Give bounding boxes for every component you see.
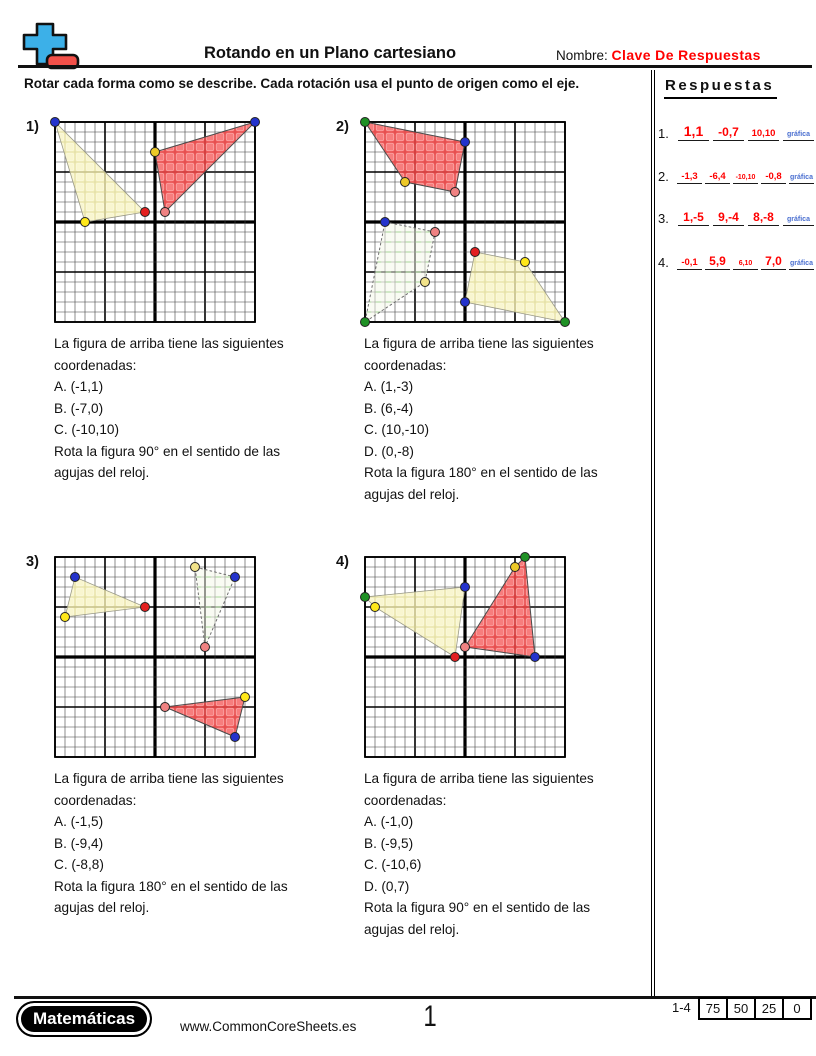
vertex-dot xyxy=(201,643,210,652)
problem-text-line: C. (-10,6) xyxy=(364,857,422,872)
problem-text-line: D. (0,7) xyxy=(364,878,410,894)
problem-text-line: C. (-8,8) xyxy=(54,857,104,872)
answer-value: -6,4 xyxy=(705,172,730,185)
vertex-dot xyxy=(191,563,200,572)
problem-text-line: Rota la figura 180° en el sentido de las xyxy=(364,465,598,480)
coordinate-grid-3 xyxy=(48,550,262,764)
answers-heading: Respuestas xyxy=(664,77,777,99)
vertex-dot xyxy=(141,603,150,612)
vertex-dot xyxy=(241,693,250,702)
answer-number: 4. xyxy=(658,255,669,270)
coordinate-grid-4 xyxy=(358,550,572,764)
page-number: 1 xyxy=(423,1000,437,1033)
vertex-dot xyxy=(361,593,370,602)
problem-text-line: agujas del reloj. xyxy=(54,465,150,480)
vertex-dot xyxy=(51,118,60,127)
problem-text-line: B. (-9,5) xyxy=(364,835,414,851)
problem-text-line: La figura de arriba tiene las siguientes xyxy=(364,771,594,786)
vertex-dot xyxy=(531,653,540,662)
answer-value: 10,10 xyxy=(748,129,779,142)
answer-value: -0,8 xyxy=(761,172,786,185)
answer-value: 8,-8 xyxy=(748,211,779,226)
score-box: 75 xyxy=(698,997,728,1020)
grafica-link[interactable]: gráfica xyxy=(783,131,814,141)
footer-rule xyxy=(14,996,816,999)
problem-text xyxy=(54,333,354,484)
problem-text-line: A. (-1,1) xyxy=(54,379,104,394)
problem-number: 1) xyxy=(26,119,39,135)
problem-text-line: B. (-7,0) xyxy=(54,400,104,416)
vertex-dot xyxy=(371,603,380,612)
problem-text-line: coordenadas: xyxy=(54,357,137,373)
vertex-dot xyxy=(141,208,150,217)
vertex-dot xyxy=(361,318,370,327)
vertex-dot xyxy=(461,583,470,592)
problem-text-line: A. (-1,5) xyxy=(54,814,104,829)
problem-text-line: agujas del reloj. xyxy=(54,900,150,915)
answer-value: 7,0 xyxy=(761,255,786,270)
vertex-dot xyxy=(151,148,160,157)
vertex-dot xyxy=(461,643,470,652)
problem-number: 3) xyxy=(26,554,39,570)
problem-text-line: C. (10,-10) xyxy=(364,422,429,437)
coordinate-grid-2 xyxy=(358,115,572,329)
answer-value: -10,10 xyxy=(733,174,758,184)
answer-value: 1,-5 xyxy=(678,211,709,226)
answer-number: 2. xyxy=(658,169,669,184)
problem-text-line: Rota la figura 180° en el sentido de las xyxy=(54,878,288,894)
score-range-label: 1-4 xyxy=(672,1000,691,1015)
intermediate-figure xyxy=(365,222,435,322)
answer-number: 3. xyxy=(658,211,669,226)
problem-text-line: B. (6,-4) xyxy=(364,400,414,416)
problem-text xyxy=(364,768,664,940)
page-title: Rotando en un Plano cartesiano xyxy=(203,44,457,62)
coordinate-grid-1 xyxy=(48,115,262,329)
header-rule xyxy=(18,65,812,68)
vertex-dot xyxy=(471,248,480,257)
answer-value: 1,1 xyxy=(678,124,709,141)
answer-row-4 xyxy=(658,255,812,270)
vertex-dot xyxy=(381,218,390,227)
problem-number: 2) xyxy=(336,119,349,135)
problem-text xyxy=(54,768,354,919)
answer-row-2 xyxy=(658,169,812,184)
vertex-dot xyxy=(521,553,530,562)
instruction-text: Rotar cada forma como se describe. Cada rotación usa el punto de origen como el eje. xyxy=(24,76,580,91)
problem-text-line: agujas del reloj. xyxy=(364,921,460,937)
answer-value: -0,1 xyxy=(677,258,702,271)
grafica-link[interactable]: gráfica xyxy=(789,260,814,270)
grafica-link[interactable]: gráfica xyxy=(789,174,814,184)
problem-text-line: coordenadas: xyxy=(364,357,447,373)
vertex-dot xyxy=(451,188,460,197)
vertex-dot xyxy=(431,228,440,237)
vertex-dot xyxy=(251,118,260,127)
vertex-dot xyxy=(161,703,170,712)
problem-text-line: La figura de arriba tiene las siguientes xyxy=(54,771,284,786)
problem-text xyxy=(364,333,664,505)
vertex-dot xyxy=(161,208,170,217)
vertex-dot xyxy=(231,733,240,742)
answer-row-1 xyxy=(658,124,812,141)
vertex-dot xyxy=(451,653,460,662)
score-box: 25 xyxy=(754,997,784,1020)
problem-text-line: coordenadas: xyxy=(364,792,447,808)
grafica-link[interactable]: gráfica xyxy=(783,216,814,226)
answer-value: -0,7 xyxy=(713,126,744,141)
answer-value: -1,3 xyxy=(677,172,702,185)
answer-value: 6,10 xyxy=(733,260,758,270)
answer-value: 9,-4 xyxy=(713,211,744,226)
problem-text-line: A. (1,-3) xyxy=(364,379,414,394)
vertex-dot xyxy=(461,298,470,307)
vertex-dot xyxy=(81,218,90,227)
vertex-dot xyxy=(511,563,520,572)
problem-text-line: La figura de arriba tiene las siguientes xyxy=(54,336,284,351)
problem-text-line: B. (-9,4) xyxy=(54,835,104,851)
vertex-dot xyxy=(401,178,410,187)
vertex-dot xyxy=(71,573,80,582)
score-boxes xyxy=(700,997,812,1020)
answer-key-label: Clave De Respuestas xyxy=(611,47,761,63)
problem-text-line: Rota la figura 90° en el sentido de las xyxy=(364,900,591,915)
problem-text-line: A. (-1,0) xyxy=(364,814,414,829)
original-figure xyxy=(465,252,565,322)
vertex-dot xyxy=(361,118,370,127)
vertex-dot xyxy=(521,258,530,267)
vertex-dot xyxy=(461,138,470,147)
problem-text-line: D. (0,-8) xyxy=(364,443,414,459)
problem-number: 4) xyxy=(336,554,349,570)
problem-text-line: La figura de arriba tiene las siguientes xyxy=(364,336,594,351)
answer-row-3 xyxy=(658,211,812,226)
brand-badge: Matemáticas xyxy=(16,1001,152,1037)
result-figure xyxy=(365,122,465,192)
problem-text-line: Rota la figura 90° en el sentido de las xyxy=(54,443,281,459)
problem-text-line: agujas del reloj. xyxy=(364,486,460,502)
vertex-dot xyxy=(61,613,70,622)
problem-text-line: C. (-10,10) xyxy=(54,422,119,437)
answer-value: 5,9 xyxy=(705,255,730,270)
score-box: 50 xyxy=(726,997,756,1020)
answer-number: 1. xyxy=(658,126,669,141)
site-url: www.CommonCoreSheets.es xyxy=(180,1019,357,1034)
vertex-dot xyxy=(421,278,430,287)
score-box: 0 xyxy=(782,997,812,1020)
vertex-dot xyxy=(561,318,570,327)
name-row xyxy=(556,47,761,63)
name-label: Nombre: xyxy=(556,48,608,63)
problem-text-line: coordenadas: xyxy=(54,792,137,808)
vertex-dot xyxy=(231,573,240,582)
